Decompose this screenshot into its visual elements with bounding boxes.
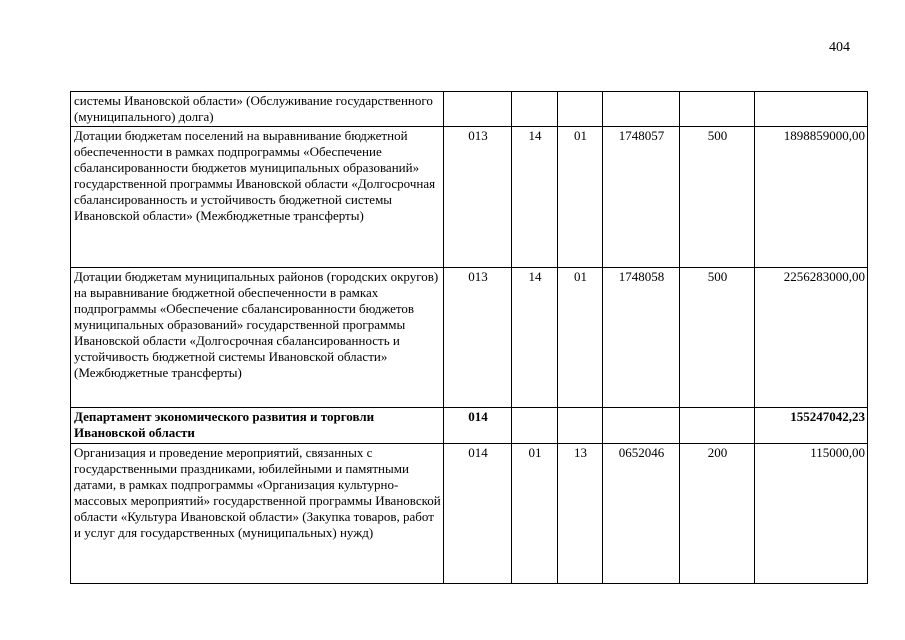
target-item-code	[603, 92, 680, 127]
subsection-code	[558, 92, 603, 127]
amount: 155247042,23	[755, 408, 868, 444]
subsection-code	[558, 408, 603, 444]
expense-type-code: 500	[680, 268, 755, 408]
amount: 115000,00	[755, 444, 868, 584]
section-code: 14	[512, 268, 558, 408]
page-number: 404	[829, 40, 850, 55]
subsection-code: 01	[558, 268, 603, 408]
row-description: Департамент экономического развития и торговли Ивановской области	[71, 408, 444, 444]
target-item-code: 1748057	[603, 127, 680, 268]
row-description: Организация и проведение мероприятий, связанных с государственными праздниками, юбилейными и памятными датами, в рамках подпрограммы «Организация культурно-массовых мероприятий» государственной программы Ивановской области «Культура Ивановской области» (Закупка товаров, работ и услуг для государственных (муниципальных) нужд)	[71, 444, 444, 584]
table-row	[71, 268, 868, 408]
target-item-code: 0652046	[603, 444, 680, 584]
table-row	[71, 408, 868, 444]
row-description: системы Ивановской области» (Обслуживание государственного (муниципального) долга)	[71, 92, 444, 127]
subsection-code: 01	[558, 127, 603, 268]
amount: 1898859000,00	[755, 127, 868, 268]
expense-type-code	[680, 408, 755, 444]
expense-type-code	[680, 92, 755, 127]
ministry-code	[444, 92, 512, 127]
amount	[755, 92, 868, 127]
table-row	[71, 127, 868, 268]
target-item-code	[603, 408, 680, 444]
table-row	[71, 444, 868, 584]
section-code	[512, 92, 558, 127]
ministry-code: 014	[444, 408, 512, 444]
section-code: 14	[512, 127, 558, 268]
row-description: Дотации бюджетам поселений на выравнивание бюджетной обеспеченности в рамках подпрограммы «Обеспечение сбалансированности бюджетов муниципальных образований» государственной программы Ивановской области «Долгосрочная сбалансированность и устойчивость бюджетной системы Ивановской области» (Межбюджетные трансферты)	[71, 127, 444, 268]
section-code	[512, 408, 558, 444]
subsection-code: 13	[558, 444, 603, 584]
budget-table	[70, 91, 868, 584]
target-item-code: 1748058	[603, 268, 680, 408]
expense-type-code: 500	[680, 127, 755, 268]
table-row	[71, 92, 868, 127]
ministry-code: 014	[444, 444, 512, 584]
section-code: 01	[512, 444, 558, 584]
row-description: Дотации бюджетам муниципальных районов (городских округов) на выравнивание бюджетной обеспеченности в рамках подпрограммы «Обеспечение сбалансированности бюджетов муниципальных образований» государственной программы Ивановской области «Долгосрочная сбалансированность и устойчивость бюджетной системы Ивановской области» (Межбюджетные трансферты)	[71, 268, 444, 408]
amount: 2256283000,00	[755, 268, 868, 408]
ministry-code: 013	[444, 268, 512, 408]
ministry-code: 013	[444, 127, 512, 268]
expense-type-code: 200	[680, 444, 755, 584]
